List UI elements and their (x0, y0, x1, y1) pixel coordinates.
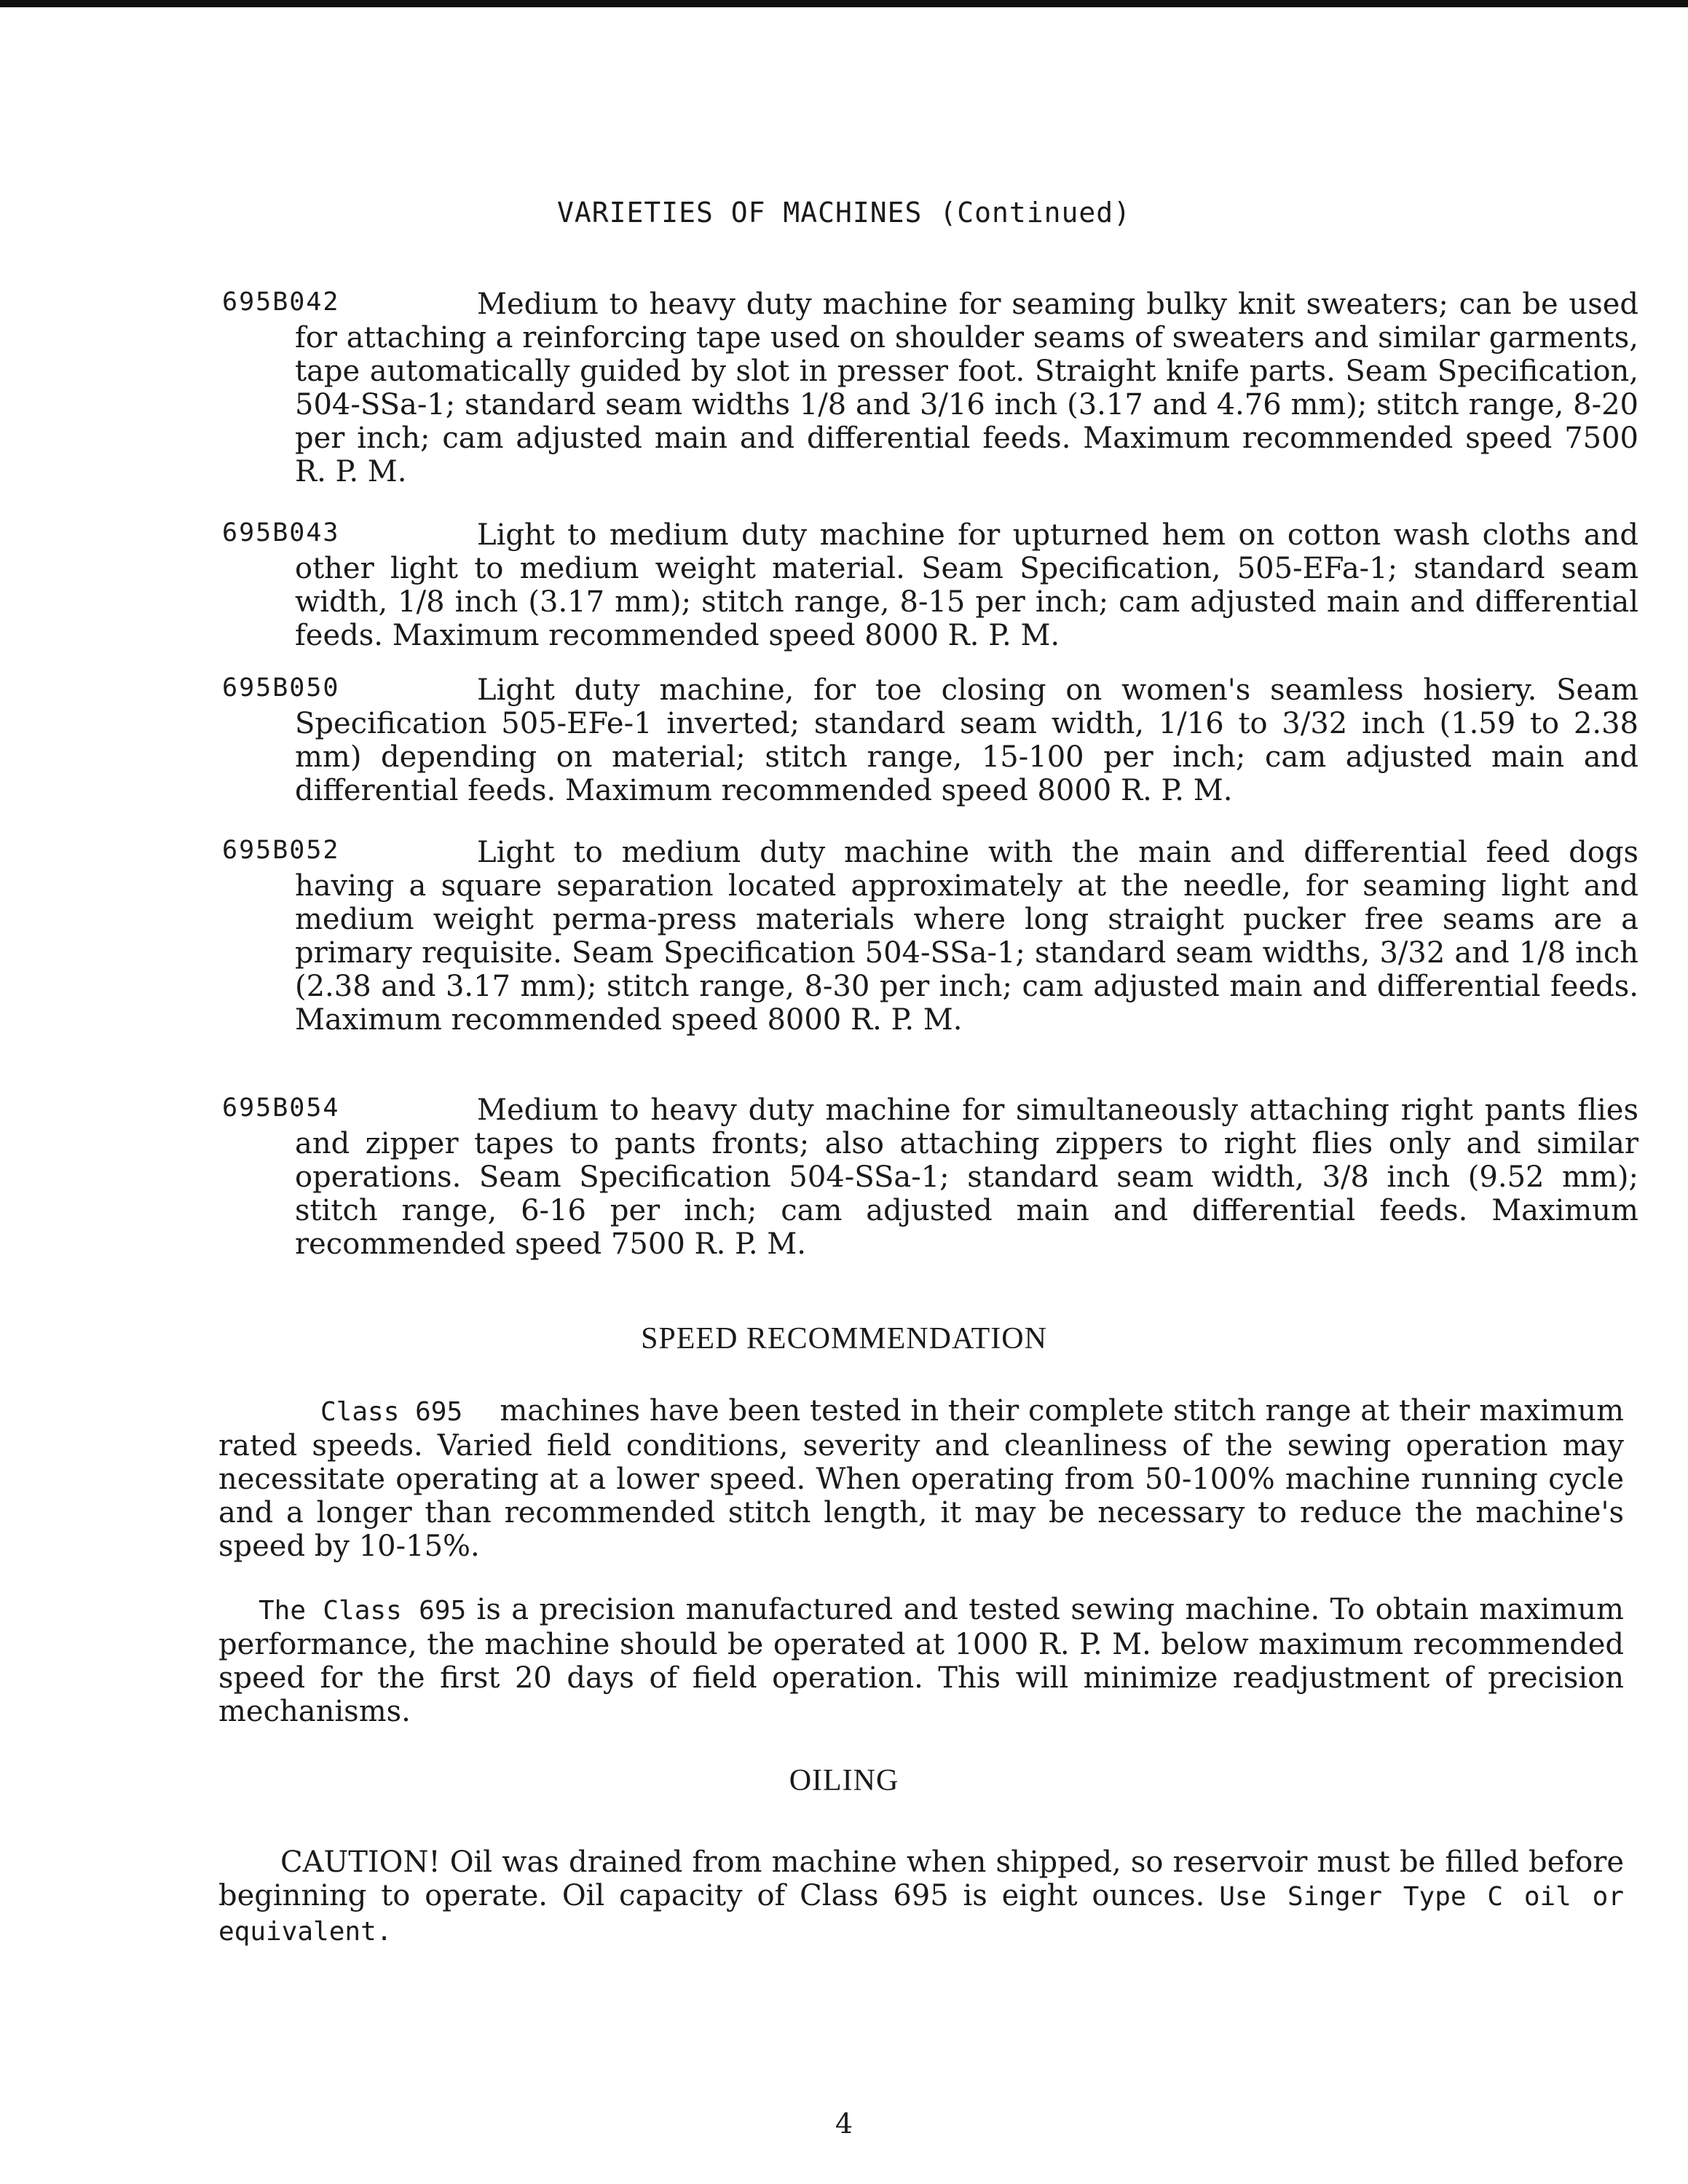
oiling-heading: OILING (789, 1764, 899, 1797)
page-title: VARIETIES OF MACHINES (Continued) (557, 197, 1131, 229)
oil-type-note: Use Singer Type C oil or equivalent. (218, 1882, 1625, 1947)
page-number: 4 (835, 2108, 853, 2140)
top-border-rule (0, 0, 1688, 7)
machine-description: Medium to heavy duty machine for seaming bulky knit sweaters; can be used for attaching a reinforcing tape used on shoulder seams of sweaters and similar garments, tape automatically guided by slot in presser foot. Straight knife parts. Seam Specification, 504-SSa-1; standard seam widths 1/8 and 3/16 inch (3.17 and 4.76 mm); stitch range, 8-20 per inch; cam adjusted main and differential feeds. Maximum recommended speed 7500 R. P. M. (295, 288, 1638, 488)
speed-recommendation-heading: SPEED RECOMMENDATION (641, 1322, 1047, 1356)
oiling-caution: CAUTION! Oil was drained from machine when shipped, so reservoir must be filled before beginning to operate. Oil capacity of Class 695 is eight ounces. Use Singer Type C oil or equivalent. (218, 1845, 1625, 1947)
machine-model: 695B052 (222, 836, 340, 865)
speed-paragraph-1: Class 695 machines have been tested in their complete stitch range at their maximum rated speeds. Varied field conditions, severity and cleanliness of the sewing operation may necessitate operating at a lower speed. When operating from 50-100% machine running cycle and a longer than recommended stitch length, it may be necessary to reduce the machine's speed by 10-15%. (218, 1394, 1624, 1563)
machine-model: 695B050 (222, 673, 340, 703)
class-label: Class 695 (320, 1397, 463, 1427)
machine-description: Light to medium duty machine with the main and differential feed dogs having a square separation located approximately at the needle, for seaming light and medium weight perma-press materials where long straight pucker free seams are a primary requisite. Seam Specification 504-SSa-1; standard seam widths, 3/32 and 1/8 inch (2.38 and 3.17 mm); stitch range, 8-30 per inch; cam adjusted main and differential feeds. Maximum recommended speed 8000 R. P. M. (295, 836, 1638, 1037)
machine-description: Medium to heavy duty machine for simultaneously attaching right pants flies and zipper tapes to pants fronts; also attaching zippers to right flies only and similar operations. Seam Specification 504-SSa-1; standard seam width, 3/8 inch (9.52 mm); stitch range, 6-16 per inch; cam adjusted main and differential feeds. Maximum recommended speed 7500 R. P. M. (295, 1093, 1638, 1261)
machine-model: 695B054 (222, 1093, 340, 1123)
class-label: The Class 695 (259, 1596, 467, 1626)
machine-model: 695B042 (222, 288, 340, 317)
machine-description: Light to medium duty machine for upturned hem on cotton wash cloths and other light to medium weight material. Seam Specification, 505-EFa-1; standard seam width, 1/8 inch (3.17 mm); stitch range, 8-15 per inch; cam adjusted main and differential feeds. Maximum recommended speed 8000 R. P. M. (295, 518, 1638, 652)
speed-paragraph-2: The Class 695 is a precision manufactured and tested sewing machine. To obtain maximum performance, the machine should be operated at 1000 R. P. M. below maximum recommended speed for the first 20 days of field operation. This will minimize readjustment of precision mechanisms. (218, 1593, 1624, 1728)
machine-description: Light duty machine, for toe closing on women's seamless hosiery. Seam Specification 505-EFe-1 inverted; standard seam width, 1/16 to 3/32 inch (1.59 to 2.38 mm) depending on material; stitch range, 15-100 per inch; cam adjusted main and differential feeds. Maximum recommended speed 8000 R. P. M. (295, 673, 1638, 807)
machine-model: 695B043 (222, 518, 340, 547)
